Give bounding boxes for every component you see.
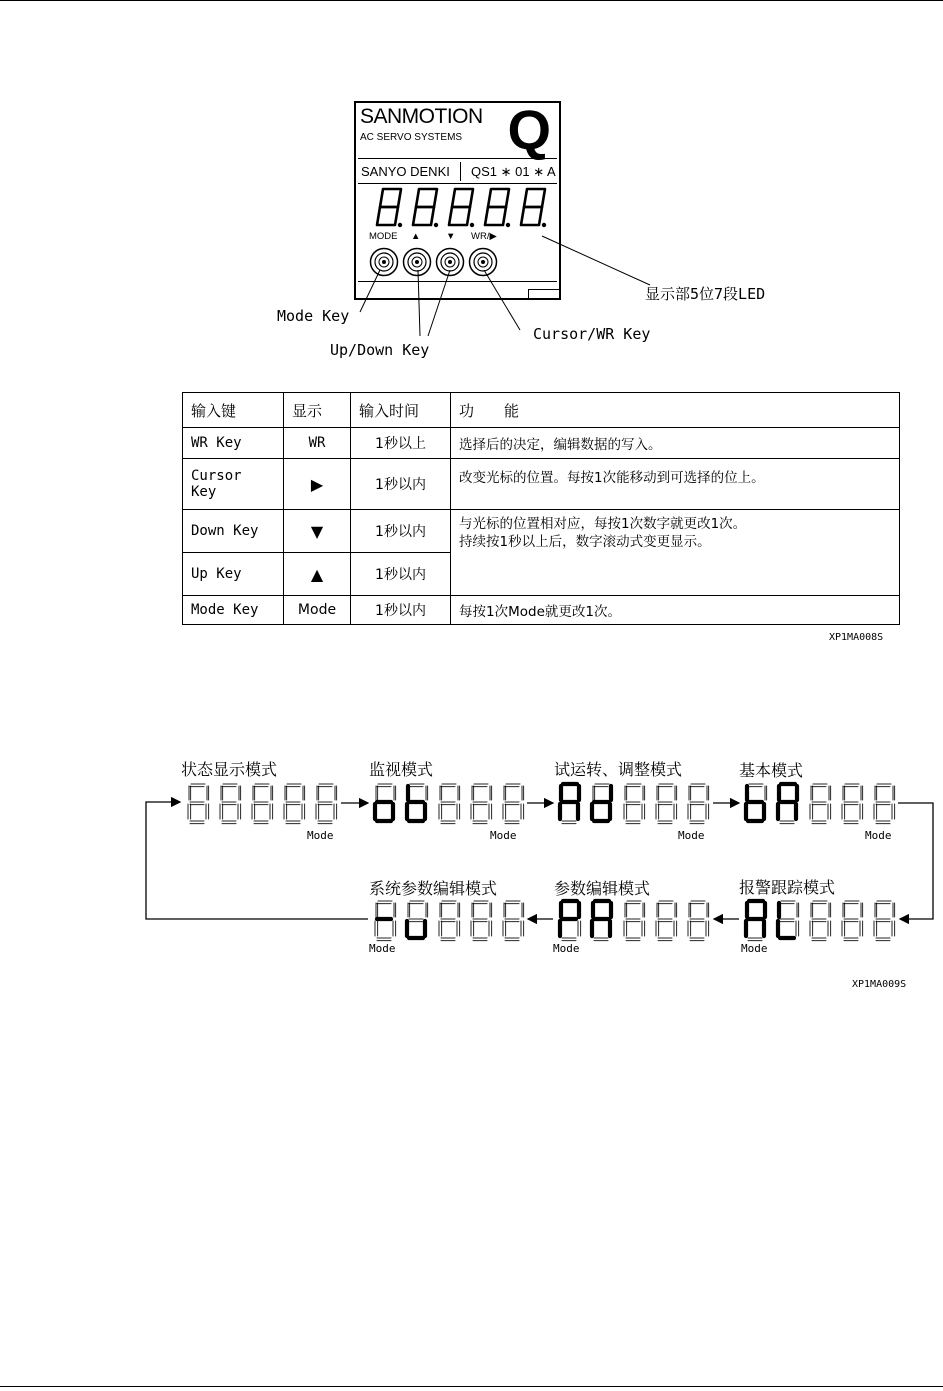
mode-label: Mode [553, 942, 580, 955]
time-cell: 1秒以上 [351, 428, 451, 459]
mode-title: 状态显示模式 [181, 760, 278, 779]
panel-model: QS1 ∗ 01 ∗ A [471, 164, 556, 179]
table-row [183, 459, 900, 510]
time-cell: 1秒以内 [351, 510, 451, 553]
time-cell: 1秒以内 [351, 596, 451, 625]
mode-key-callout: Mode Key [277, 307, 350, 325]
mode-label: Mode [490, 829, 517, 842]
table-row [183, 428, 900, 459]
header-cell: 输入键 [183, 393, 284, 428]
up-key-label: ▲ [411, 231, 421, 242]
key-name-cell: Mode Key [183, 596, 284, 625]
display-cell: ▶ [284, 459, 351, 510]
led-callout: 显示部5位7段LED [645, 285, 766, 303]
down-key-label: ▼ [446, 231, 456, 242]
key-name-cell: Down Key [183, 510, 284, 553]
function-cell: 改变光标的位置。每按1次能移动到可选择的位上。 [451, 459, 900, 510]
panel-subtitle: AC SERVO SYSTEMS [360, 132, 463, 143]
mode-title: 基本模式 [739, 761, 804, 780]
wr-key-label: WR/▶ [471, 231, 497, 242]
mode-title: 系统参数编辑模式 [369, 879, 498, 898]
panel-badge: Q [507, 98, 551, 161]
figure-code: XP1MA009S [852, 979, 907, 990]
mode-key-label: MODE [369, 231, 398, 242]
header-cell: 输入时间 [351, 393, 451, 428]
mode-title: 监视模式 [369, 760, 434, 779]
callout-lines [0, 0, 943, 380]
mode-title: 试运转、调整模式 [554, 760, 683, 779]
mode-label: Mode [865, 829, 892, 842]
mode-label: Mode [369, 942, 396, 955]
mode-label: Mode [741, 942, 768, 955]
time-cell: 1秒以内 [351, 553, 451, 596]
mode-label: Mode [678, 829, 705, 842]
mode-flow-arrows [0, 770, 943, 930]
table-row [183, 510, 900, 553]
key-name-cell: Up Key [183, 553, 284, 596]
mode-title: 参数编辑模式 [554, 879, 651, 898]
updown-key-callout: Up/Down Key [330, 341, 430, 359]
display-cell: WR [284, 428, 351, 459]
key-name-cell: WR Key [183, 428, 284, 459]
key-function-table [182, 392, 900, 625]
mode-label: Mode [307, 829, 334, 842]
mode-title: 报警跟踪模式 [739, 878, 836, 897]
figure-code: XP1MA008S [829, 632, 884, 643]
function-cell: 与光标的位置相对应，每按1次数字就更改1次。 持续按1秒以上后，数字滚动式变更显示。 [451, 510, 900, 596]
table-header-row [183, 393, 900, 428]
display-cell: ▼ [284, 510, 351, 553]
function-cell: 每按1次Mode就更改1次。 [451, 596, 900, 625]
cursor-wr-key-callout: Cursor/WR Key [533, 325, 651, 343]
header-cell: 显示 [284, 393, 351, 428]
key-name-cell: Cursor Key [183, 459, 284, 510]
header-cell: 功 能 [451, 393, 900, 428]
display-cell: Mode [284, 596, 351, 625]
panel-maker: SANYO DENKI [361, 162, 461, 181]
panel-brand: SANMOTION [360, 105, 483, 128]
bottom-rule [0, 1386, 943, 1387]
display-cell: ▲ [284, 553, 351, 596]
function-cell: 选择后的决定，编辑数据的写入。 [451, 428, 900, 459]
table-row [183, 596, 900, 625]
time-cell: 1秒以内 [351, 459, 451, 510]
